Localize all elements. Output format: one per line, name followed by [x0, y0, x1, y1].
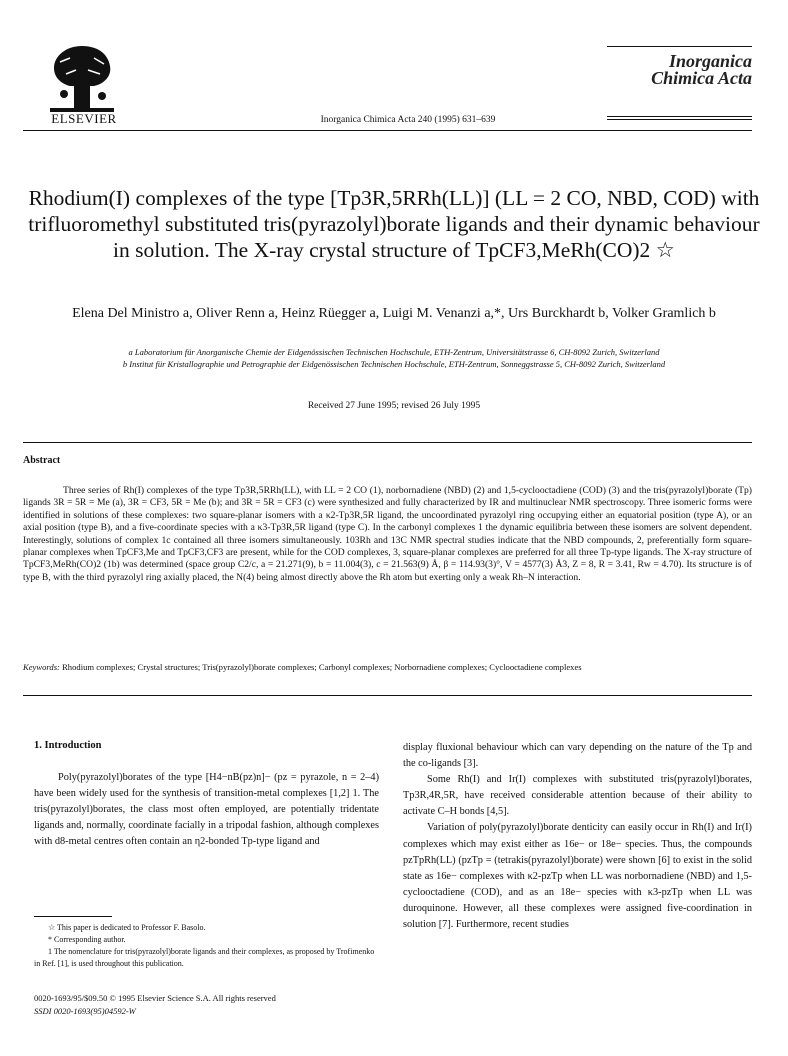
affiliation-b: b Institut für Kristallographie und Petrographie der Eidgenössischen Technischen Hochschule, ETH-Zentrum, Sonneggstrasse 5, CH-8092 Zurich, Switzerland [122, 359, 666, 369]
keywords-label: Keywords: [23, 662, 60, 672]
footnote-dedication: ☆ This paper is dedicated to Professor F. Basolo. [48, 923, 206, 932]
keywords [23, 661, 752, 673]
divider [607, 119, 752, 120]
article-title: Rhodium(I) complexes of the type [Tp3R,5RRh(LL)] (LL = 2 CO, NBD, COD) with trifluoromethyl substituted tris(pyrazolyl)borate ligands and their dynamic behaviour in solution. The X-ray crystal structure of TpCF3,MeRh(CO)2 ☆ [28, 186, 760, 262]
right-column [403, 740, 752, 933]
divider [607, 46, 752, 47]
divider [23, 442, 752, 443]
left-column [34, 770, 379, 850]
received-dates: Received 27 June 1995; revised 26 July 1995 [307, 401, 481, 411]
divider [23, 130, 752, 131]
abstract-heading: Abstract [23, 455, 61, 466]
footnotes [34, 922, 379, 970]
section-heading: 1. Introduction [34, 740, 102, 751]
publisher-name: ELSEVIER [51, 111, 117, 126]
ssdi-line: SSDI 0020-1693(95)04592-W [34, 1006, 136, 1016]
copyright [34, 992, 379, 1018]
affiliations [40, 346, 748, 370]
footnote-nomenclature: 1 The nomenclature for tris(pyrazolyl)borate ligands and their complexes, as proposed by Trofimenko in Ref. [1], is used throughout this publication. [34, 947, 375, 968]
divider [23, 695, 752, 696]
divider [607, 116, 752, 117]
footnote-corresponding: * Corresponding author. [48, 935, 126, 944]
journal-citation: Inorganica Chimica Acta 240 (1995) 631–639 [320, 115, 496, 125]
affiliation-a: a Laboratorium für Anorganische Chemie der Eidgenössischen Technischen Hochschule, ETH-Zentrum, Universitätstrasse 6, CH-8092 Zurich, Switzerland [128, 347, 660, 357]
journal-logo-line1: Inorganica [668, 51, 752, 71]
author-list: Elena Del Ministro a, Oliver Renn a, Heinz Rüegger a, Luigi M. Venanzi a,*, Urs Burckhardt b, Volker Gramlich b [72, 306, 716, 321]
paragraph: Variation of poly(pyrazolyl)borate denticity can easily occur in Rh(I) and Ir(I) complexes which may exist either as 16e− or 18e− species. Thus, the compounds pzTpRh(LL) (pzTp = (tetrakis(pyrazolyl)borate) were shown [6] to exist in the solid state as 16e− complexes with κ2-pzTp when LL was norbornadiene (NBD) and 1,5-cyclooctadiene (COD), and as an 18e− species with κ3-pzTp when LL was duroquinone. However, all these complexes were assigned five-coordination in solution [7]. Furthermore, recent studies [403, 822, 752, 931]
paragraph: display fluxional behaviour which can vary depending on the nature of the Tp and the co-ligands [3]. [403, 742, 752, 770]
abstract-text: Three series of Rh(I) complexes of the type Tp3R,5RRh(LL), with LL = 2 CO (1), norbornadiene (NBD) (2) and 1,5-cyclooctadiene (COD) (3) and the tris(pyrazolyl)borate (Tp) ligands 3R = 5R = Me (a), 3R = CF3, 5R = Me (b); and 3R = 5R = CF3 (c) were synthesized and fully characterized by IR and multinuclear NMR spectroscopy. Three isomeric forms were identified in solutions of these complexes: two square-planar isomers with a κ2-Tp3R,5R ligand, the uncoordinated pyrazolyl ring occupying either an equatorial position (type A), or an axial position (type B), and a five-coordinate species with a κ3-Tp3R,5R ligand (type C). In the carbonyl complexes 1 the dynamic equilibria between these isomers are solvent dependent. Interestingly, solutions of complex 1c contained all three isomers simultaneously. 103Rh and 13C NMR spectral studies indicate that the NBD compounds, 2, preferentially form square-planar complexes when TpCF3,Me and TpCF3,CF3 are present, while for the COD complexes, 3, square-planar complexes are preferred for all three Tp-type ligands. The X-ray structure of TpCF3,MeRh(CO)2 (1b) was determined (space group C2/c, a = 21.271(9), b = 11.004(3), c = 21.563(9) Å, β = 114.93(3)°, V = 4577(3) Å3, Z = 8, R = 3.41, Rw = 4.70). Its structure is of type B, with the third pyrazolyl ring axially placed, the N(4) being almost directly above the Rh atom but exerting only a weak Rh–N interaction. [23, 485, 752, 583]
elsevier-tree-logo [46, 40, 118, 114]
copyright-line: 0020-1693/95/$09.50 © 1995 Elsevier Science S.A. All rights reserved [34, 993, 276, 1003]
paragraph: Some Rh(I) and Ir(I) complexes with substituted tris(pyrazolyl)borates, Tp3R,4R,5R, have received considerable attention because of their ability to activate C–H bonds [4,5]. [403, 774, 752, 818]
keywords-text: Rhodium complexes; Crystal structures; Tris(pyrazolyl)borate complexes; Carbonyl complexes; Norbornadiene complexes; Cyclooctadiene complexes [62, 662, 582, 672]
paragraph: Poly(pyrazolyl)borates of the type [H4−nB(pz)n]− (pz = pyrazole, n = 2–4) have been widely used for the synthesis of transition-metal complexes [1,2] 1. The tris(pyrazolyl)borates, the class most often employed, are potentially tridentate ligands and, normally, coordinate facially in a tripodal fashion, although complexes with d8-metal centres often contain an η2-bonded Tp-type ligand and [34, 772, 379, 848]
footnote-divider [34, 916, 112, 917]
journal-logo-line2: Chimica Acta [651, 68, 752, 88]
